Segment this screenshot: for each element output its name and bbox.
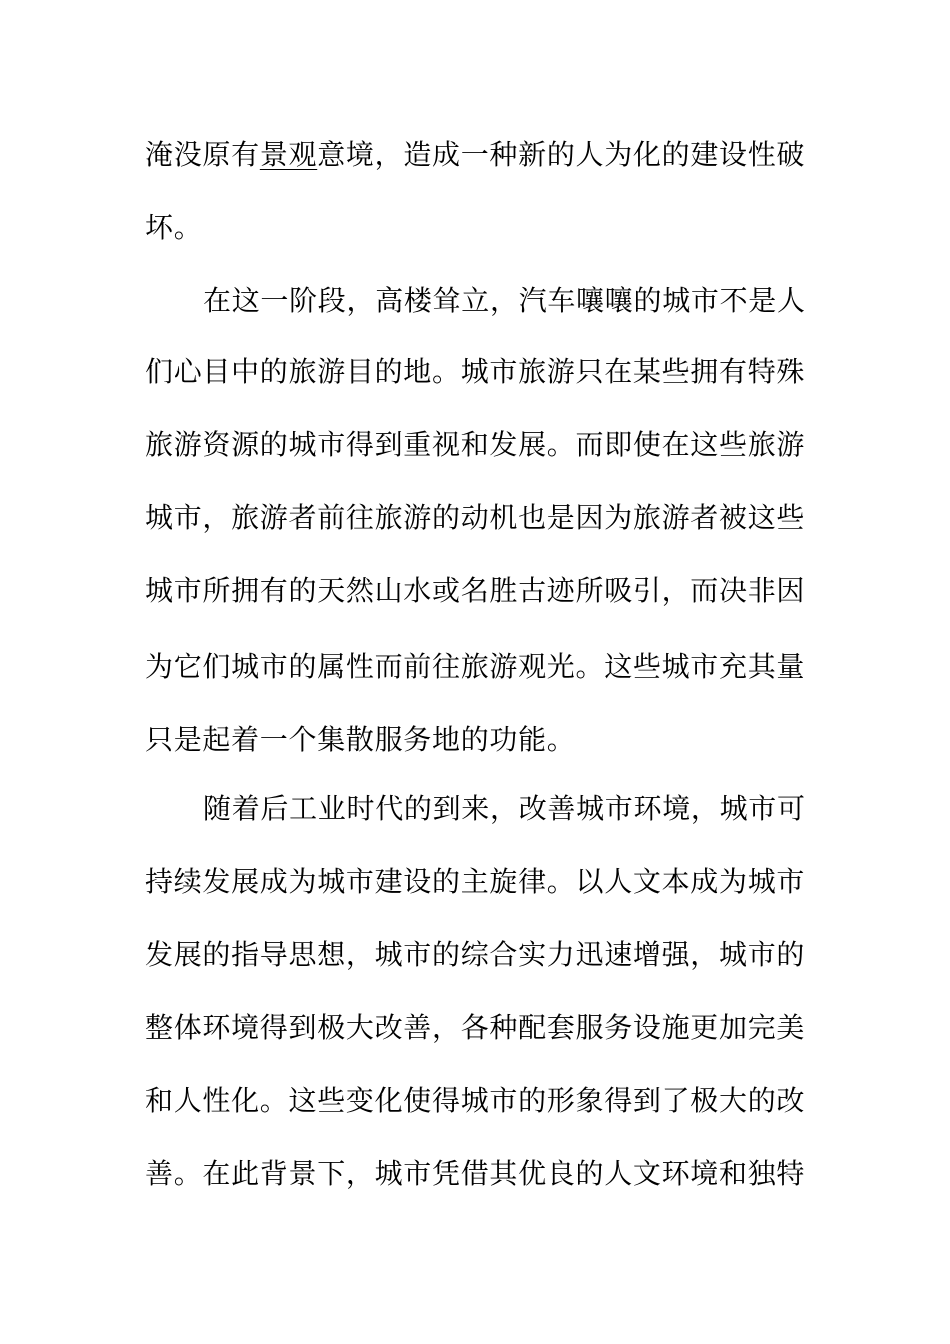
text-line-13: 整体环境得到极大改善，各种配套服务设施更加完美 (145, 1011, 806, 1044)
text-line-10: 随着后工业时代的到来，改善城市环境，城市可 (203, 792, 806, 825)
text-line-5: 旅游资源的城市得到重视和发展。而即使在这些旅游 (145, 428, 806, 461)
text-line-6: 城市，旅游者前往旅游的动机也是因为旅游者被这些 (145, 501, 806, 534)
text-line-12: 发展的指导思想，城市的综合实力迅速增强，城市的 (145, 938, 806, 971)
text-line-1 (145, 135, 815, 175)
text-line-4: 们心目中的旅游目的地。城市旅游只在某些拥有特殊 (145, 355, 806, 388)
text-line-15: 善。在此背景下，城市凭借其优良的人文环境和独特 (145, 1157, 806, 1190)
text-line-7: 城市所拥有的天然山水或名胜古迹所吸引，而决非因 (145, 574, 806, 607)
text-line-11: 持续发展成为城市建设的主旋律。以人文本成为城市 (145, 865, 806, 898)
text-fragment: 淹没原有 (145, 138, 260, 171)
text-line-3: 在这一阶段，高楼耸立，汽车嚷嚷的城市不是人 (203, 284, 806, 317)
text-fragment: 意境，造成一种新的人为化的建设性破 (317, 138, 806, 171)
text-line-8: 为它们城市的属性而前往旅游观光。这些城市充其量 (145, 650, 806, 683)
text-line-2: 坏。 (145, 211, 203, 244)
underlined-term: 景观 (259, 138, 318, 171)
text-line-9: 只是起着一个集散服务地的功能。 (145, 723, 576, 756)
text-line-14: 和人性化。这些变化使得城市的形象得到了极大的改 (145, 1084, 806, 1117)
